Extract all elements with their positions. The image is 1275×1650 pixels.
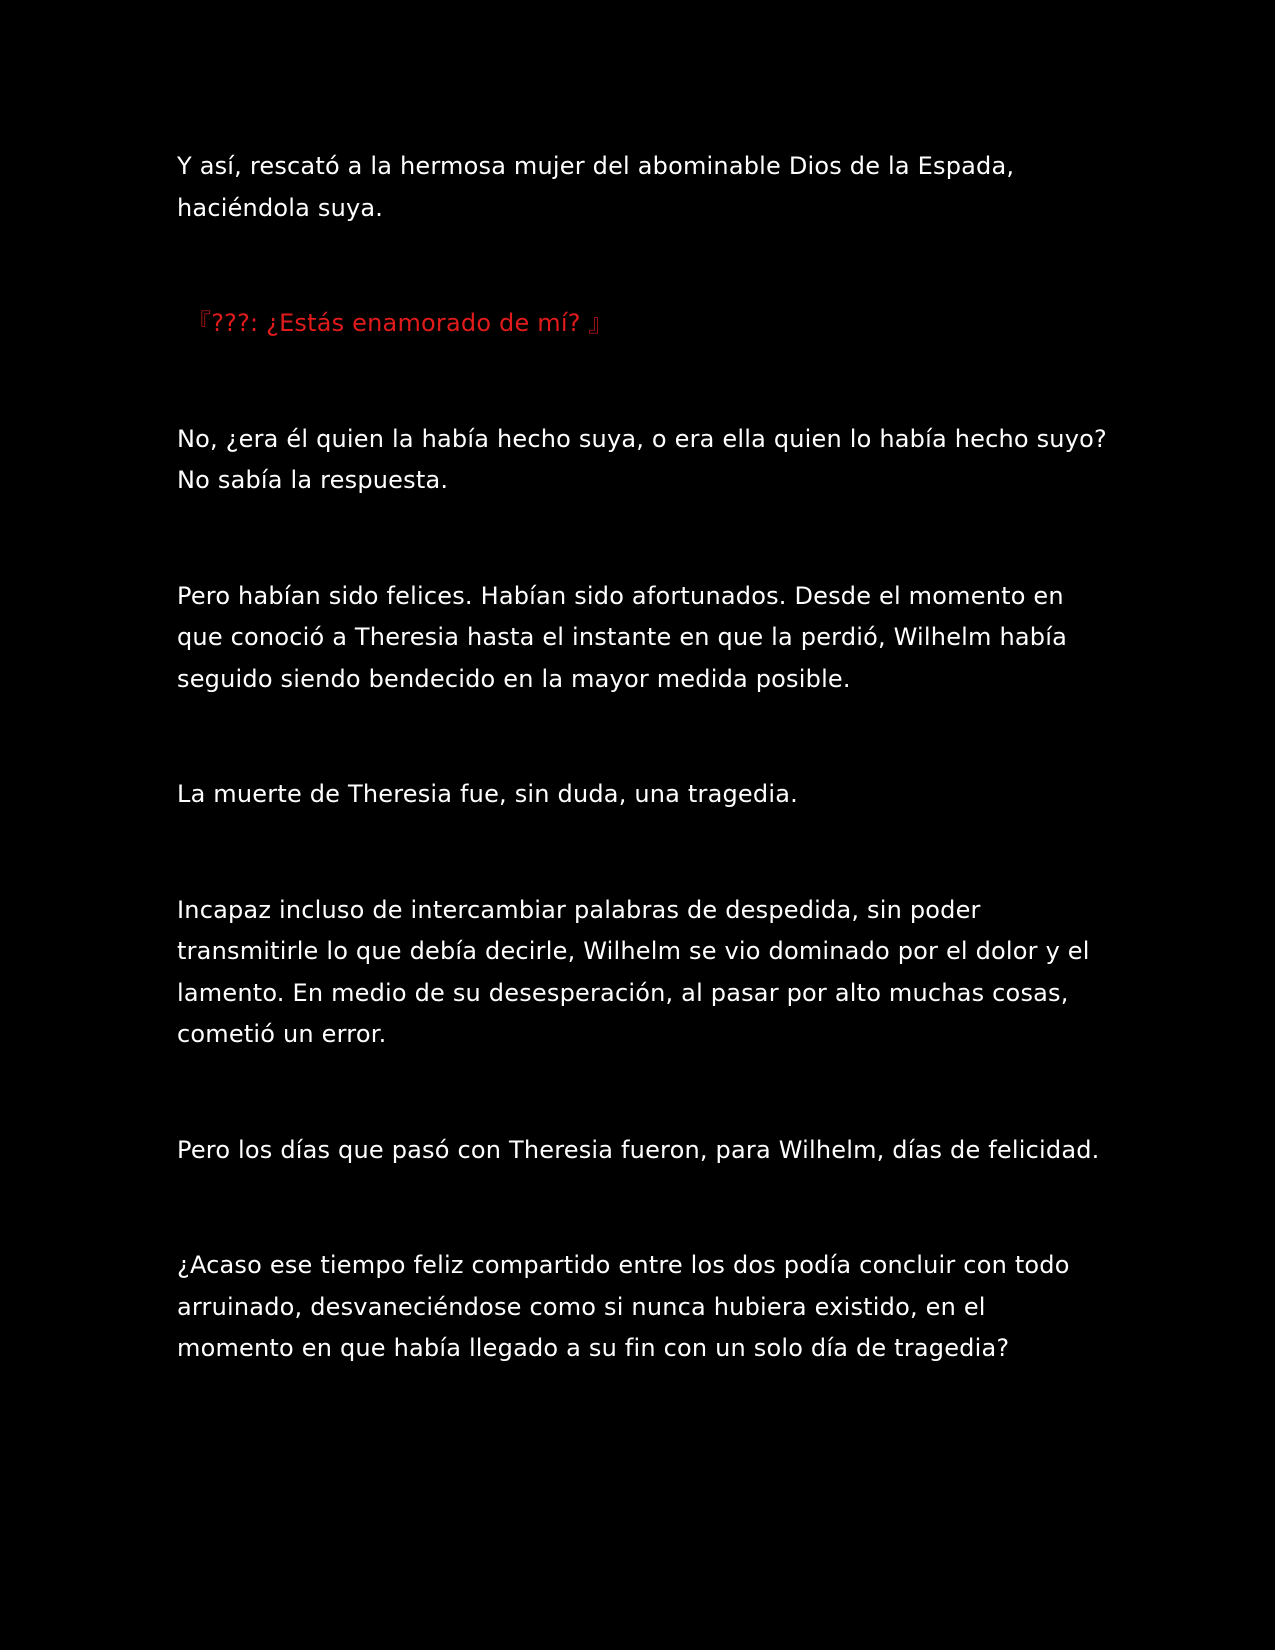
- paragraph-4: La muerte de Theresia fue, sin duda, una tragedia.: [177, 780, 798, 808]
- paragraph-5: Incapaz incluso de intercambiar palabras de despedida, sin poder transmitirle lo que debía decirle, Wilhelm se vio dominado por el dolor y el lamento. En medio de su desesperación, al pasar por alto muchas cosas, cometió un error.: [177, 895, 1090, 1048]
- paragraph-2: No, ¿era él quien la había hecho suya, o era ella quien lo había hecho suyo? No sabía la respuesta.: [177, 424, 1107, 494]
- paragraph-6: Pero los días que pasó con Theresia fueron, para Wilhelm, días de felicidad.: [177, 1135, 1100, 1164]
- paragraph-3: Pero habían sido felices. Habían sido afortunados. Desde el momento en que conoció a Theresia hasta el instante en que la perdió, Wilhelm había seguido siendo bendecido en la mayor medida posible.: [177, 581, 1067, 693]
- paragraph-1: Y así, rescató a la hermosa mujer del abominable Dios de la Espada, haciéndola suya.: [177, 152, 1015, 222]
- dialogue-line: 『???: ¿Estás enamorado de mí? 』: [187, 309, 613, 337]
- document-body: [177, 146, 1107, 1444]
- paragraph-7: ¿Acaso ese tiempo feliz compartido entre los dos podía concluir con todo arruinado, desvaneciéndose como si nunca hubiera existido, en el momento en que había llegado a su fin con un solo día de tragedia?: [177, 1251, 1070, 1362]
